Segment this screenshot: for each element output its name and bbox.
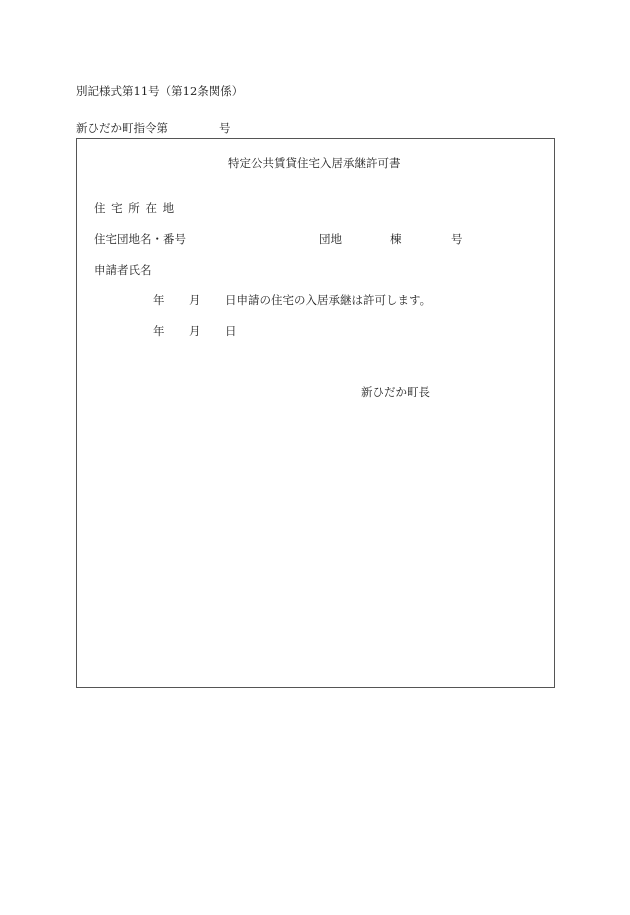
- form-reference: 別記様式第11号（第12条関係）: [76, 84, 244, 98]
- form-title: 特定公共賃貸住宅入居承継許可書: [228, 156, 401, 170]
- issuer: 新ひだか町長: [361, 385, 430, 399]
- address-label: 住 宅 所 在 地: [94, 201, 175, 215]
- complex-label: 住宅団地名・番号: [94, 232, 186, 246]
- designation-prefix: 新ひだか町指令第: [76, 121, 168, 135]
- statement-year: 年: [153, 293, 165, 307]
- issue-day: 日: [225, 324, 237, 338]
- statement-text: 日申請の住宅の入居承継は許可します。: [225, 293, 432, 307]
- issue-year: 年: [153, 324, 165, 338]
- number-unit: 号: [451, 232, 463, 246]
- complex-unit: 団地: [319, 232, 342, 246]
- form-frame: [76, 138, 555, 688]
- building-unit: 棟: [390, 232, 402, 246]
- statement-month: 月: [189, 293, 201, 307]
- applicant-label: 申請者氏名: [94, 263, 152, 277]
- issue-month: 月: [189, 324, 201, 338]
- designation-suffix: 号: [219, 121, 231, 135]
